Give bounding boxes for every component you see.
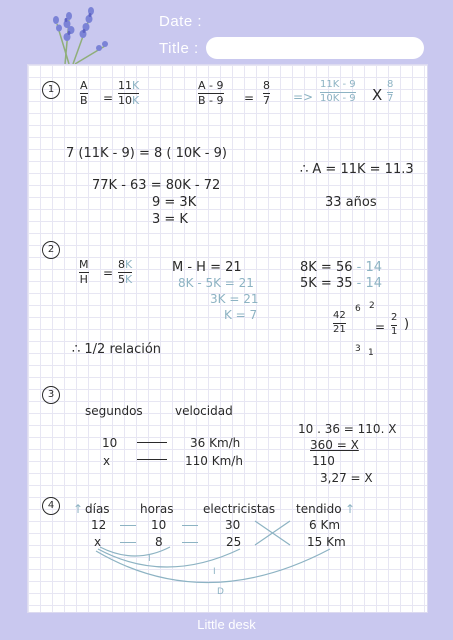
relation-text: ∴ 1/2 relación xyxy=(72,342,162,357)
problem-number-1: 1 xyxy=(42,81,60,99)
dash-line xyxy=(182,525,198,526)
table-cell: 10 xyxy=(102,436,118,450)
simplify-mark: 3 xyxy=(355,344,361,354)
dash-line xyxy=(120,542,136,543)
equation-line: 5K = 35 - 14 xyxy=(300,276,383,291)
brand-footer: Little desk xyxy=(197,617,256,632)
fraction-8-over-7: 8 7 xyxy=(263,79,270,107)
simplify-mark: 2 xyxy=(369,301,375,311)
title-label: Title : xyxy=(159,40,199,57)
equation-line: 10 . 36 = 110. X xyxy=(298,422,397,436)
problem-number-4: 4 xyxy=(42,497,60,515)
dash-line xyxy=(137,459,167,460)
table-cell: 15 Km xyxy=(307,535,346,549)
table-cell: 36 Km/h xyxy=(190,436,241,450)
table-cell: x xyxy=(103,454,111,468)
dash-line xyxy=(120,525,136,526)
result-line: ∴ A = 11K = 11.3 xyxy=(300,162,414,177)
fraction-42-over-21: 42 21 xyxy=(333,310,346,335)
equals-sign: = xyxy=(244,91,255,105)
column-header: electricistas xyxy=(203,502,276,516)
equation-line: 8K = 56 - 14 xyxy=(300,260,383,275)
implies-arrow: => xyxy=(293,90,314,104)
table-cell: 30 xyxy=(225,518,241,532)
table-cell: 25 xyxy=(226,535,242,549)
table-cell: 8 xyxy=(155,535,163,549)
fraction-8-over-7-teal: 8 7 xyxy=(387,79,394,104)
answer-text: 33 años xyxy=(325,195,377,210)
fraction-11k-over-10k: 11K 10K xyxy=(118,79,140,107)
equation-line: 77K - 63 = 80K - 72 xyxy=(92,178,221,193)
arc-mark: D xyxy=(217,587,224,597)
column-header: horas xyxy=(140,502,174,516)
simplify-mark: 1 xyxy=(368,348,374,358)
fraction-a-over-b: A B xyxy=(80,79,88,107)
dash-line xyxy=(182,542,198,543)
column-header: velocidad xyxy=(175,404,233,418)
equals-sign: = xyxy=(103,91,114,105)
column-header: días xyxy=(85,502,110,516)
title-field[interactable] xyxy=(206,37,424,59)
table-cell: 110 Km/h xyxy=(185,454,243,468)
equation-line: 3 = K xyxy=(152,212,188,227)
lavender-icon xyxy=(45,2,120,66)
direction-arrow: ↑ xyxy=(73,502,84,516)
fraction-m-over-h: M H xyxy=(79,258,89,286)
equation-line-teal: 8K - 5K = 21 xyxy=(178,276,254,290)
column-header: tendido xyxy=(296,502,342,516)
fraction-2-over-1: 2 1 xyxy=(391,312,398,337)
fraction-a-minus-9: A - 9 B - 9 xyxy=(198,79,224,107)
problem-number-3: 3 xyxy=(42,386,60,404)
arc-mark: I xyxy=(148,554,151,564)
equation-line-teal: 3K = 21 xyxy=(210,292,259,306)
table-cell: 12 xyxy=(91,518,107,532)
dash-line xyxy=(137,442,167,443)
equation-line-teal: K = 7 xyxy=(224,308,258,322)
equation-line: 7 (11K - 9) = 8 ( 10K - 9) xyxy=(66,146,227,161)
simplify-mark: 6 xyxy=(355,304,361,314)
equals-sign: = xyxy=(103,266,114,280)
cross-multiply-mark: X xyxy=(372,86,383,104)
table-cell: 6 Km xyxy=(309,518,341,532)
column-header: segundos xyxy=(85,404,143,418)
arc-mark: I xyxy=(213,567,216,577)
equation-line: 360 = X xyxy=(310,438,359,452)
problem-number-2: 2 xyxy=(42,241,60,259)
equals-sign: = xyxy=(375,320,386,334)
direction-arrow: ↑ xyxy=(345,502,356,516)
equation-line: 9 = 3K xyxy=(152,195,197,210)
date-label: Date : xyxy=(159,13,203,30)
fraction-11k-minus-9: 11K - 9 10K - 9 xyxy=(320,79,356,104)
table-cell: x xyxy=(94,535,102,549)
equation-line: M - H = 21 xyxy=(172,260,242,275)
equation-line: 110 xyxy=(312,454,335,468)
fraction-8k-over-5k: 8K 5K xyxy=(118,258,133,286)
table-cell: 10 xyxy=(151,518,167,532)
equation-line: 3,27 = X xyxy=(320,471,373,485)
closing-paren: ) xyxy=(404,317,410,332)
